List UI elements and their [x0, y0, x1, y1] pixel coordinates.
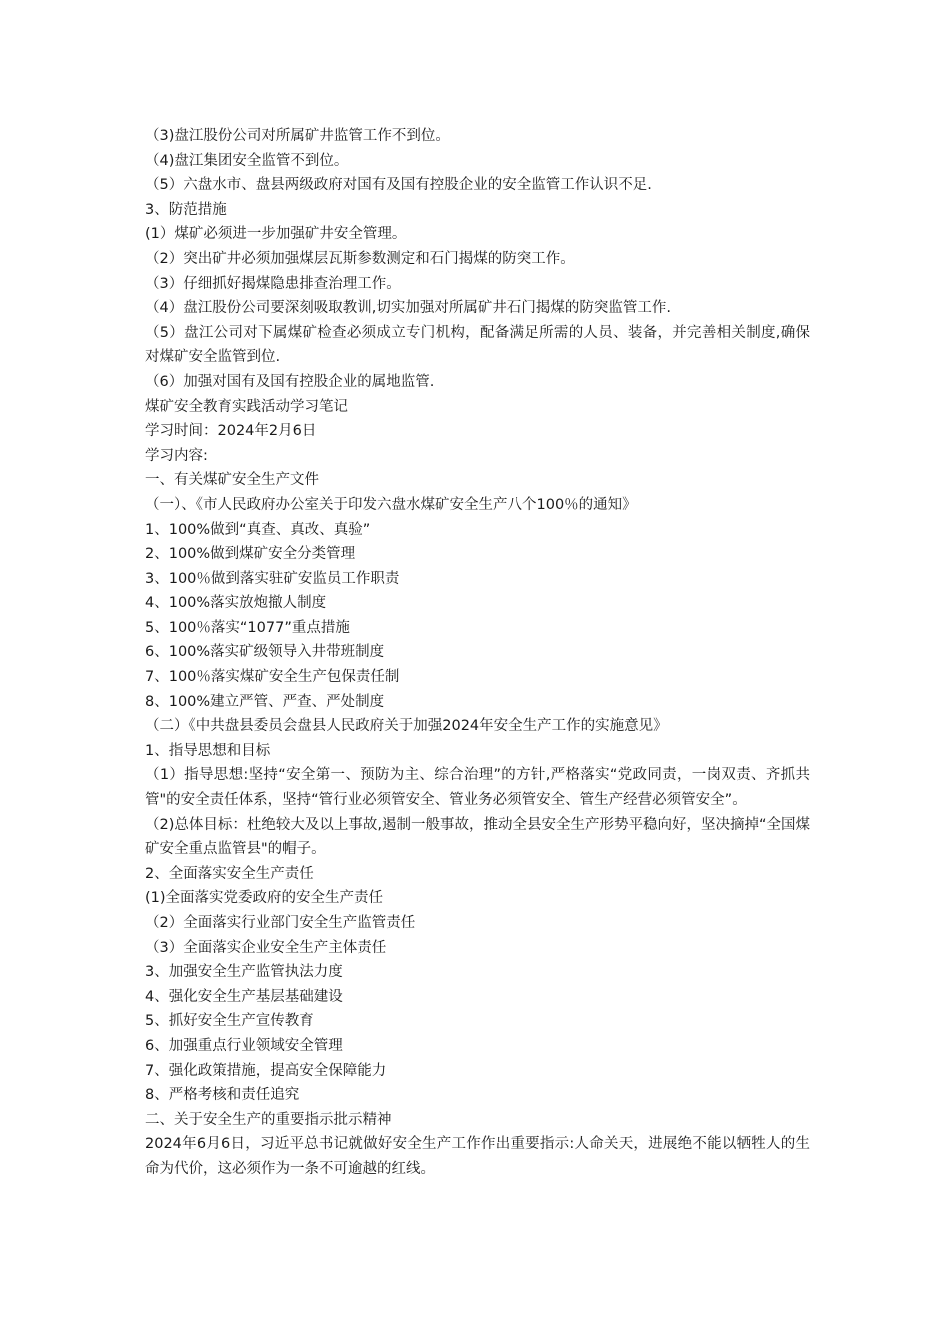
study-time: 学习时间：2024年2月6日 — [145, 423, 317, 440]
list-item: 6、100%落实矿级领导入井带班制度 — [145, 644, 385, 661]
text-line: （5）六盘水市、盘县两级政府对国有及国有控股企业的安全监管工作认识不足. — [145, 177, 652, 194]
document-title: 煤矿安全教育实践活动学习笔记 — [145, 398, 348, 415]
list-item: （3）全面落实企业安全生产主体责任 — [145, 939, 387, 956]
study-content-label: 学习内容: — [145, 447, 208, 464]
text-paragraph: （1）指导思想:坚持“安全第一、预防为主、综合治理”的方针,严格落实“党政同责，一岗双责、齐抓共管"的安全责任体系，坚持“管行业必须管安全、管业务必须管安全、管生产经营必须管安全”。 — [145, 767, 810, 809]
section-heading: 2、全面落实安全生产责任 — [145, 865, 314, 882]
text-line: （一）、《市人民政府办公室关于印发六盘水煤矿安全生产八个100％的通知》 — [145, 496, 637, 513]
section-heading: 5、抓好安全生产宣传教育 — [145, 1013, 314, 1030]
text-paragraph: 2024年6月6日，习近平总书记就做好安全生产工作作出重要指示:人命关天，进展绝不能以牺牲人的生命为代价，这必须作为一条不可逾越的红线。 — [145, 1136, 810, 1177]
document-page — [145, 124, 810, 1182]
text-line: （4)盘江集团安全监管不到位。 — [145, 152, 349, 169]
text-line: （6）加强对国有及国有控股企业的属地监管. — [145, 373, 435, 390]
section-heading: 8、严格考核和责任追究 — [145, 1087, 300, 1104]
list-item: 1、100%做到“真查、真改、真验” — [145, 521, 371, 538]
text-line: (1）煤矿必须进一步加强矿井安全管理。 — [145, 226, 407, 243]
text-line: （2）突出矿井必须加强煤层瓦斯参数测定和石门揭煤的防突工作。 — [145, 250, 575, 267]
text-line: （二）《中共盘县委员会盘县人民政府关于加强2024年安全生产工作的实施意见》 — [145, 718, 668, 735]
list-item: (1)全面落实党委政府的安全生产责任 — [145, 890, 384, 907]
section-heading: 1、指导思想和目标 — [145, 742, 271, 759]
section-heading: 6、加强重点行业领域安全管理 — [145, 1037, 343, 1054]
text-paragraph: （5）盘江公司对下属煤矿检查必须成立专门机构，配备满足所需的人员、装备，并完善相关制度,确保对煤矿安全监管到位. — [145, 324, 810, 366]
text-line: （3)盘江股份公司对所属矿井监管工作不到位。 — [145, 128, 450, 144]
section-heading: 二、关于安全生产的重要指示批示精神 — [145, 1111, 392, 1128]
section-heading: 7、强化政策措施，提高安全保障能力 — [145, 1062, 387, 1079]
section-heading: 3、防范措施 — [145, 201, 227, 218]
section-heading: 4、强化安全生产基层基础建设 — [145, 988, 343, 1005]
list-item: （2）全面落实行业部门安全生产监管责任 — [145, 915, 416, 931]
section-heading: 3、加强安全生产监管执法力度 — [145, 964, 343, 981]
text-line: （4）盘江股份公司要深刻吸取教训,切实加强对所属矿井石门揭煤的防突监管工作. — [145, 300, 671, 317]
text-paragraph: （2)总体目标：杜绝较大及以上事故,遏制一般事故，推动全县安全生产形势平稳向好，坚决摘掉“全国煤矿安全重点监管县"的帽子。 — [145, 816, 810, 858]
text-line: （3）仔细抓好揭煤隐患排查治理工作。 — [145, 275, 401, 292]
list-item: 4、100%落实放炮撤人制度 — [145, 595, 327, 612]
list-item: 3、100％做到落实驻矿安监员工作职责 — [145, 570, 400, 587]
list-item: 5、100％落实“1077”重点措施 — [145, 619, 350, 636]
list-item: 2、100%做到煤矿安全分类管理 — [145, 546, 356, 563]
list-item: 8、100%建立严管、严查、严处制度 — [145, 693, 385, 710]
list-item: 7、100％落实煤矿安全生产包保责任制 — [145, 669, 400, 686]
section-heading: 一、有关煤矿安全生产文件 — [145, 472, 319, 489]
